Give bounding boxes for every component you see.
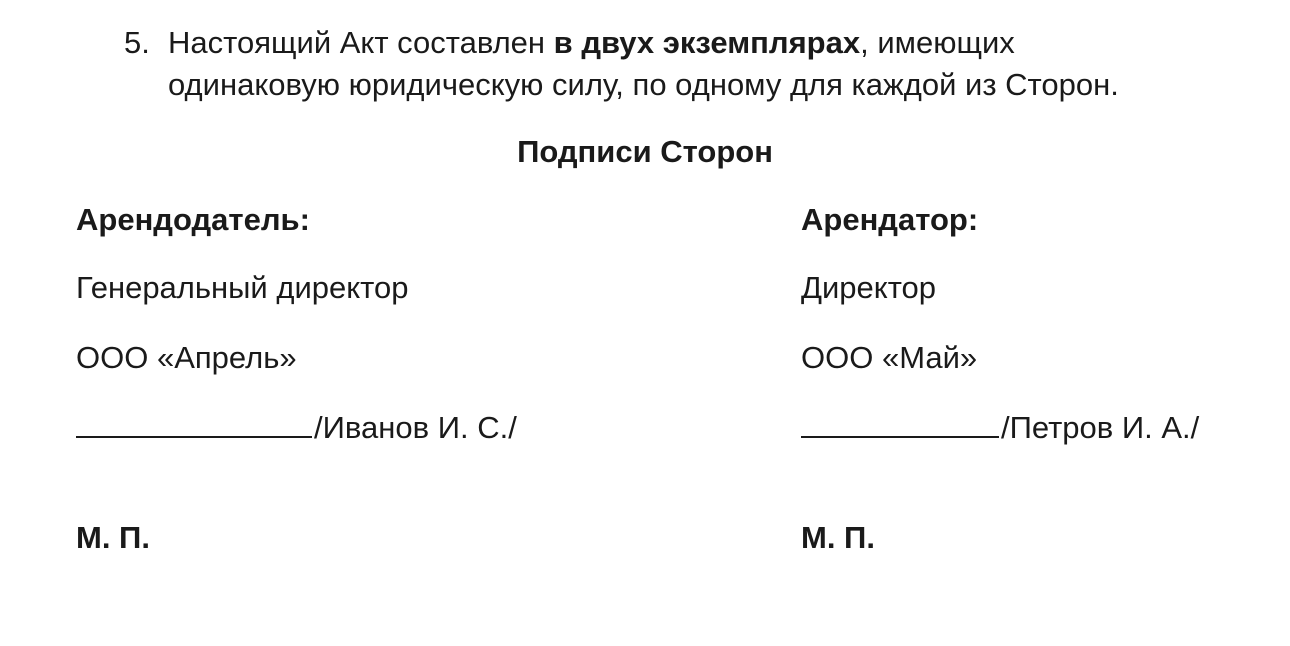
tenant-stamp: М. П. xyxy=(801,520,875,555)
tenant-organization: ООО «Май» xyxy=(801,340,978,375)
tenant-signature-line xyxy=(801,410,999,438)
tenant-signature-name: /Петров И. А./ xyxy=(1001,410,1200,445)
landlord-position: Генеральный директор xyxy=(76,270,409,305)
clause-text-before: Настоящий Акт составлен xyxy=(168,25,554,60)
signatures-title: Подписи Сторон xyxy=(517,134,773,169)
tenant-heading: Арендатор: xyxy=(801,202,979,237)
clause-5 xyxy=(124,22,1244,106)
tenant-signature-row xyxy=(801,408,1199,448)
landlord-signature-name: /Иванов И. С./ xyxy=(314,410,517,445)
clause-number: 5. xyxy=(124,25,150,60)
clause-line-2: одинаковую юридическую силу, по одному для каждой из Сторон. xyxy=(168,67,1119,102)
landlord-signature-row xyxy=(76,408,517,448)
landlord-signature-line xyxy=(76,410,312,438)
tenant-position: Директор xyxy=(801,270,937,305)
landlord-organization: ООО «Апрель» xyxy=(76,340,297,375)
clause-text-after: , имеющих xyxy=(860,25,1015,60)
landlord-heading: Арендодатель: xyxy=(76,202,310,237)
landlord-stamp: М. П. xyxy=(76,520,150,555)
clause-text-bold: в двух экземплярах xyxy=(553,25,861,60)
clause-line-1 xyxy=(124,22,1244,64)
